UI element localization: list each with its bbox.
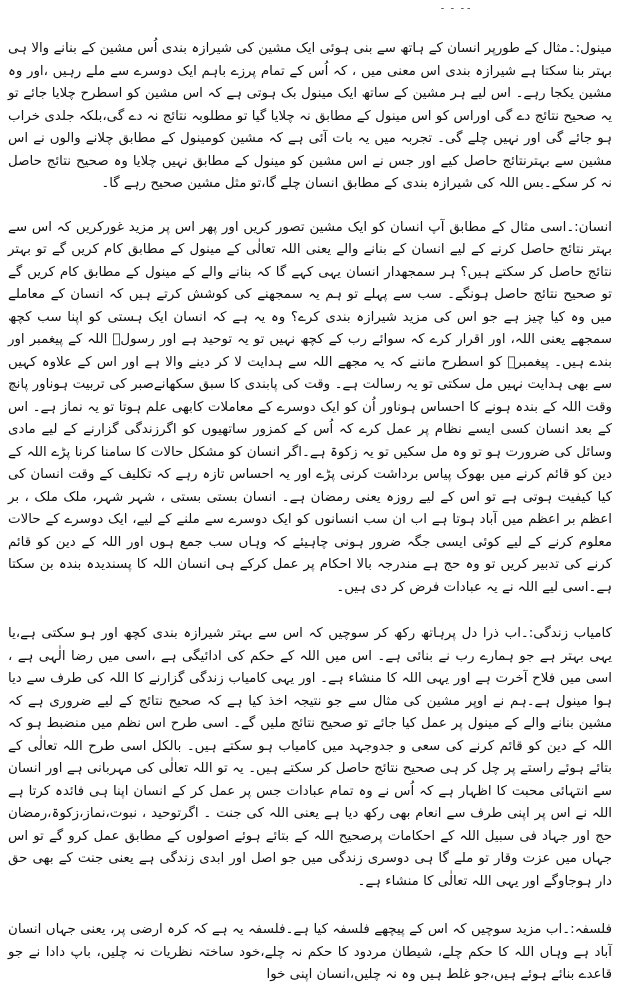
paragraph-kamyab-zindagi: کامیاب زندگی:۔اب ذرا دل پرہاتھ رکھ کر سوچیں کہ اس سے بہتر شیرازہ بندی کچھ اور ہو سکتی ہے،یا یہی بہتر ہے جو ہمارے رب نے بنائی ہے۔ اس میں اللہ کے حکم کی ادائیگی ہے ،اسی میں رضا الٰہی ہے ، اسی میں فلاح آخرت ہے اور یہی اللہ کا منشاء ہے۔ اور یہی کامیاب زندگی گزارنے کا اللہ کی طرف سے دیا ہوا مینول ہے۔ہم نے اوپر مشین کی مثال سے جو نتیجہ اخذ کیا ہے کہ صحیح نتائج کے لیے ضروری ہے کہ مشین بنانے والے کے مینول پر عمل کیا جائے تو صحیح نتائج ملیں گے۔ اسی طرح اس نظم میں منضبط ہو کہ اللہ کے دین کو قائم کرنے کی سعی و جدوجہد میں کامیاب ہو سکتے ہیں۔ بالکل اسی طرح اللہ تعالٰی کے بتائے ہوئے راستے پر چل کر ہی صحیح نتائج حاصل کر سکتے ہیں۔ یہ تو اللہ تعالٰی کی مہربانی ہے اور انسان سے انتہائی محبت کا اظہار ہے کہ اُس نے وہ تمام عبادات جس پر عمل کر کے انسان اپنا ہی فائدہ کرتا ہے اللہ نے اس پر اپنی طرف سے انعام بھی رکھ دیا ہے یعنی اللہ کی جنت ۔ اگرتوحید ، نبوت،نماز،زکوۃ،رمضان حج اور جہاد فی سبیل اللہ کے احکامات پرصحیح اللہ کے بتائے ہوئے اصولوں کے مطابق عمل کرو گے تو اس جہاں میں عزت وقار تو ملے گا ہی دوسری زندگی میں جو اصل اور ابدی زندگی ہے یعنی جنت کے بھی حق دار ہوجاوگے اور یہی اللہ تعالٰی کا منشاء ہے۔: [8, 626, 612, 889]
paragraph-manual: مینول:۔مثال کے طورپر انسان کے ہاتھ سے بنی ہوئی ایک مشین کی شیرازہ بندی اُس مشین کے بنانے والا ہی بہتر بنا سکتا ہے شیرازہ بندی اس معنی میں ، کہ اُس کے تمام پرزے باہم ایک دوسرے سے ملے رہیں ،اور وہ مشین یکجا رہے۔ اس لیے ہر مشین کے ساتھ ایک مینول بک ہوتی ہے کہ اس مشین کو اسطرح چلایا جائے تو یہ صحیح نتائج دے گی اوراس کو اس مینول کے مطابق نہ چلایا گیا تو مطلوبہ نتائج نہ دے گی،بلکہ جلدی خراب ہو جائے گی اور نہیں چلے گی۔ تجربہ میں یہ بات آئی ہے کہ مشین کومینول کے مطابق چلانے والوں نے اس مشین سے بہترنتائج حاصل کیے اور جس نے اس مشین کو مینول کے مطابق نہیں چلایا وہ صحیح نتائج حاصل نہ کر سکے۔بس اللہ کی شیرازہ بندی کے مطابق انسان چلے گا،تو مثل مشین صحیح رہے گا۔: [8, 41, 612, 191]
top-cut-fragment: ۔۔ ۔ ۔: [439, 0, 472, 12]
document-page: [8, 0, 612, 982]
paragraph-insaan: انسان:۔اسی مثال کے مطابق آپ انسان کو ایک مشین تصور کریں اور پھر اس پر مزید غورکریں کہ اس سے بہتر نتائج حاصل کرنے کے لیے انسان کے بنانے والے یعنی اللہ تعالٰی کے مینول کے مطابق کام کریں گے تو بہتر نتائج حاصل کر سکتے ہیں؟ ہر سمجھدار انسان یہی کہے گا کہ بنانے والے کے مینول کے مطابق کام کریں گے تو صحیح نتائج حاصل ہونگے۔ سب سے پہلے تو ہم یہ سمجھنے کی کوشش کرتے ہیں کہ انسان کے معاملے میں وہ کیا چیز ہے جو اس کی مزید شیرازہ بندی کرے؟ وہ یہ ہے کہ انسان ایک ہستی کو اپنا سب کچھ سمجھے یعنی اللہ، اور اقرار کرے کہ سوائے رب کے کچھ نہیں تو یہ توحید ہے اور رسولؐ اللہ کے پیغمبر اور بندے ہیں۔ پیغمبرؐ کو اسطرح ماننے کہ یہ مجھے اللہ سے ہدایت لا کر دینے والا ہے اور اس کے علاوہ کہیں سے بھی ہدایت نہیں مل سکتی تو یہ رسالت ہے۔ وقت کی پابندی کا سبق سکھانےصبر کی تربیت ہوناور پانچ وقت اللہ کے بندہ ہونے کا احساس ہوناور اُن کو ایک دوسرے کے معاملات کابھی علم ہوتا تو یہ نماز ہے۔ اس کے بعد انسان کسی ایسے نظام پر عمل کرے کہ اُس کے کمزور ساتھیوں کو اگرزندگی گزارنے کے لیے مادی وسائل کی ضرورت ہو تو وہ مل سکیں تو یہ زکوۃ ہے۔اگر انسان کو مشکل حالات کا سامنا کرنا پڑے اللہ کے دین کو قائم کرنے میں بھوک پیاس برداشت کرنی پڑے اور یہ احساس تازہ رہے کہ تکلیف کے وقت انسان کی کیا کیفیت ہوتی ہے تو اس کے لیے روزہ یعنی رمضان ہے۔ انسان بستی بستی ، شہر شہر، ملک ملک ، بر اعظم بر اعظم میں آباد ہوتا ہے اب ان سب انسانوں کو ایک دوسرے سے ملنے کے لیے، ایک دوسرے کے حالات معلوم کرنے کے لیے کوئی ایسی جگہ ضرور ہونی چاہیئے کہ وہاں سب جمع ہوں اور اللہ کے دین کو قائم کرنے کی تدبیر کریں تو وہ حج ہے مندرجہ بالا احکام پر عمل کرکے ہی انسان اللہ کا پسندیدہ بندہ بن سکتا ہے۔اسی لیے اللہ نے یہ عبادات فرض کر دی ہیں۔: [8, 219, 612, 595]
paragraph-falsafa: فلسفہ:۔اب مزید سوچیں کہ اس کے پیچھے فلسفہ کیا ہے۔فلسفہ یہ ہے کہ کرہ ارضی پر، یعنی جہاں انسان آباد ہے وہاں اللہ کا حکم چلے، شیطان مردود کا حکم نہ چلے،خود ساختہ نظریات نہ چلیں، باپ دادا نے جو قاعدے بنائے ہوئے ہیں،جو غلط ہیں وہ نہ چلیں،انسان اپنی خوا: [8, 922, 612, 982]
